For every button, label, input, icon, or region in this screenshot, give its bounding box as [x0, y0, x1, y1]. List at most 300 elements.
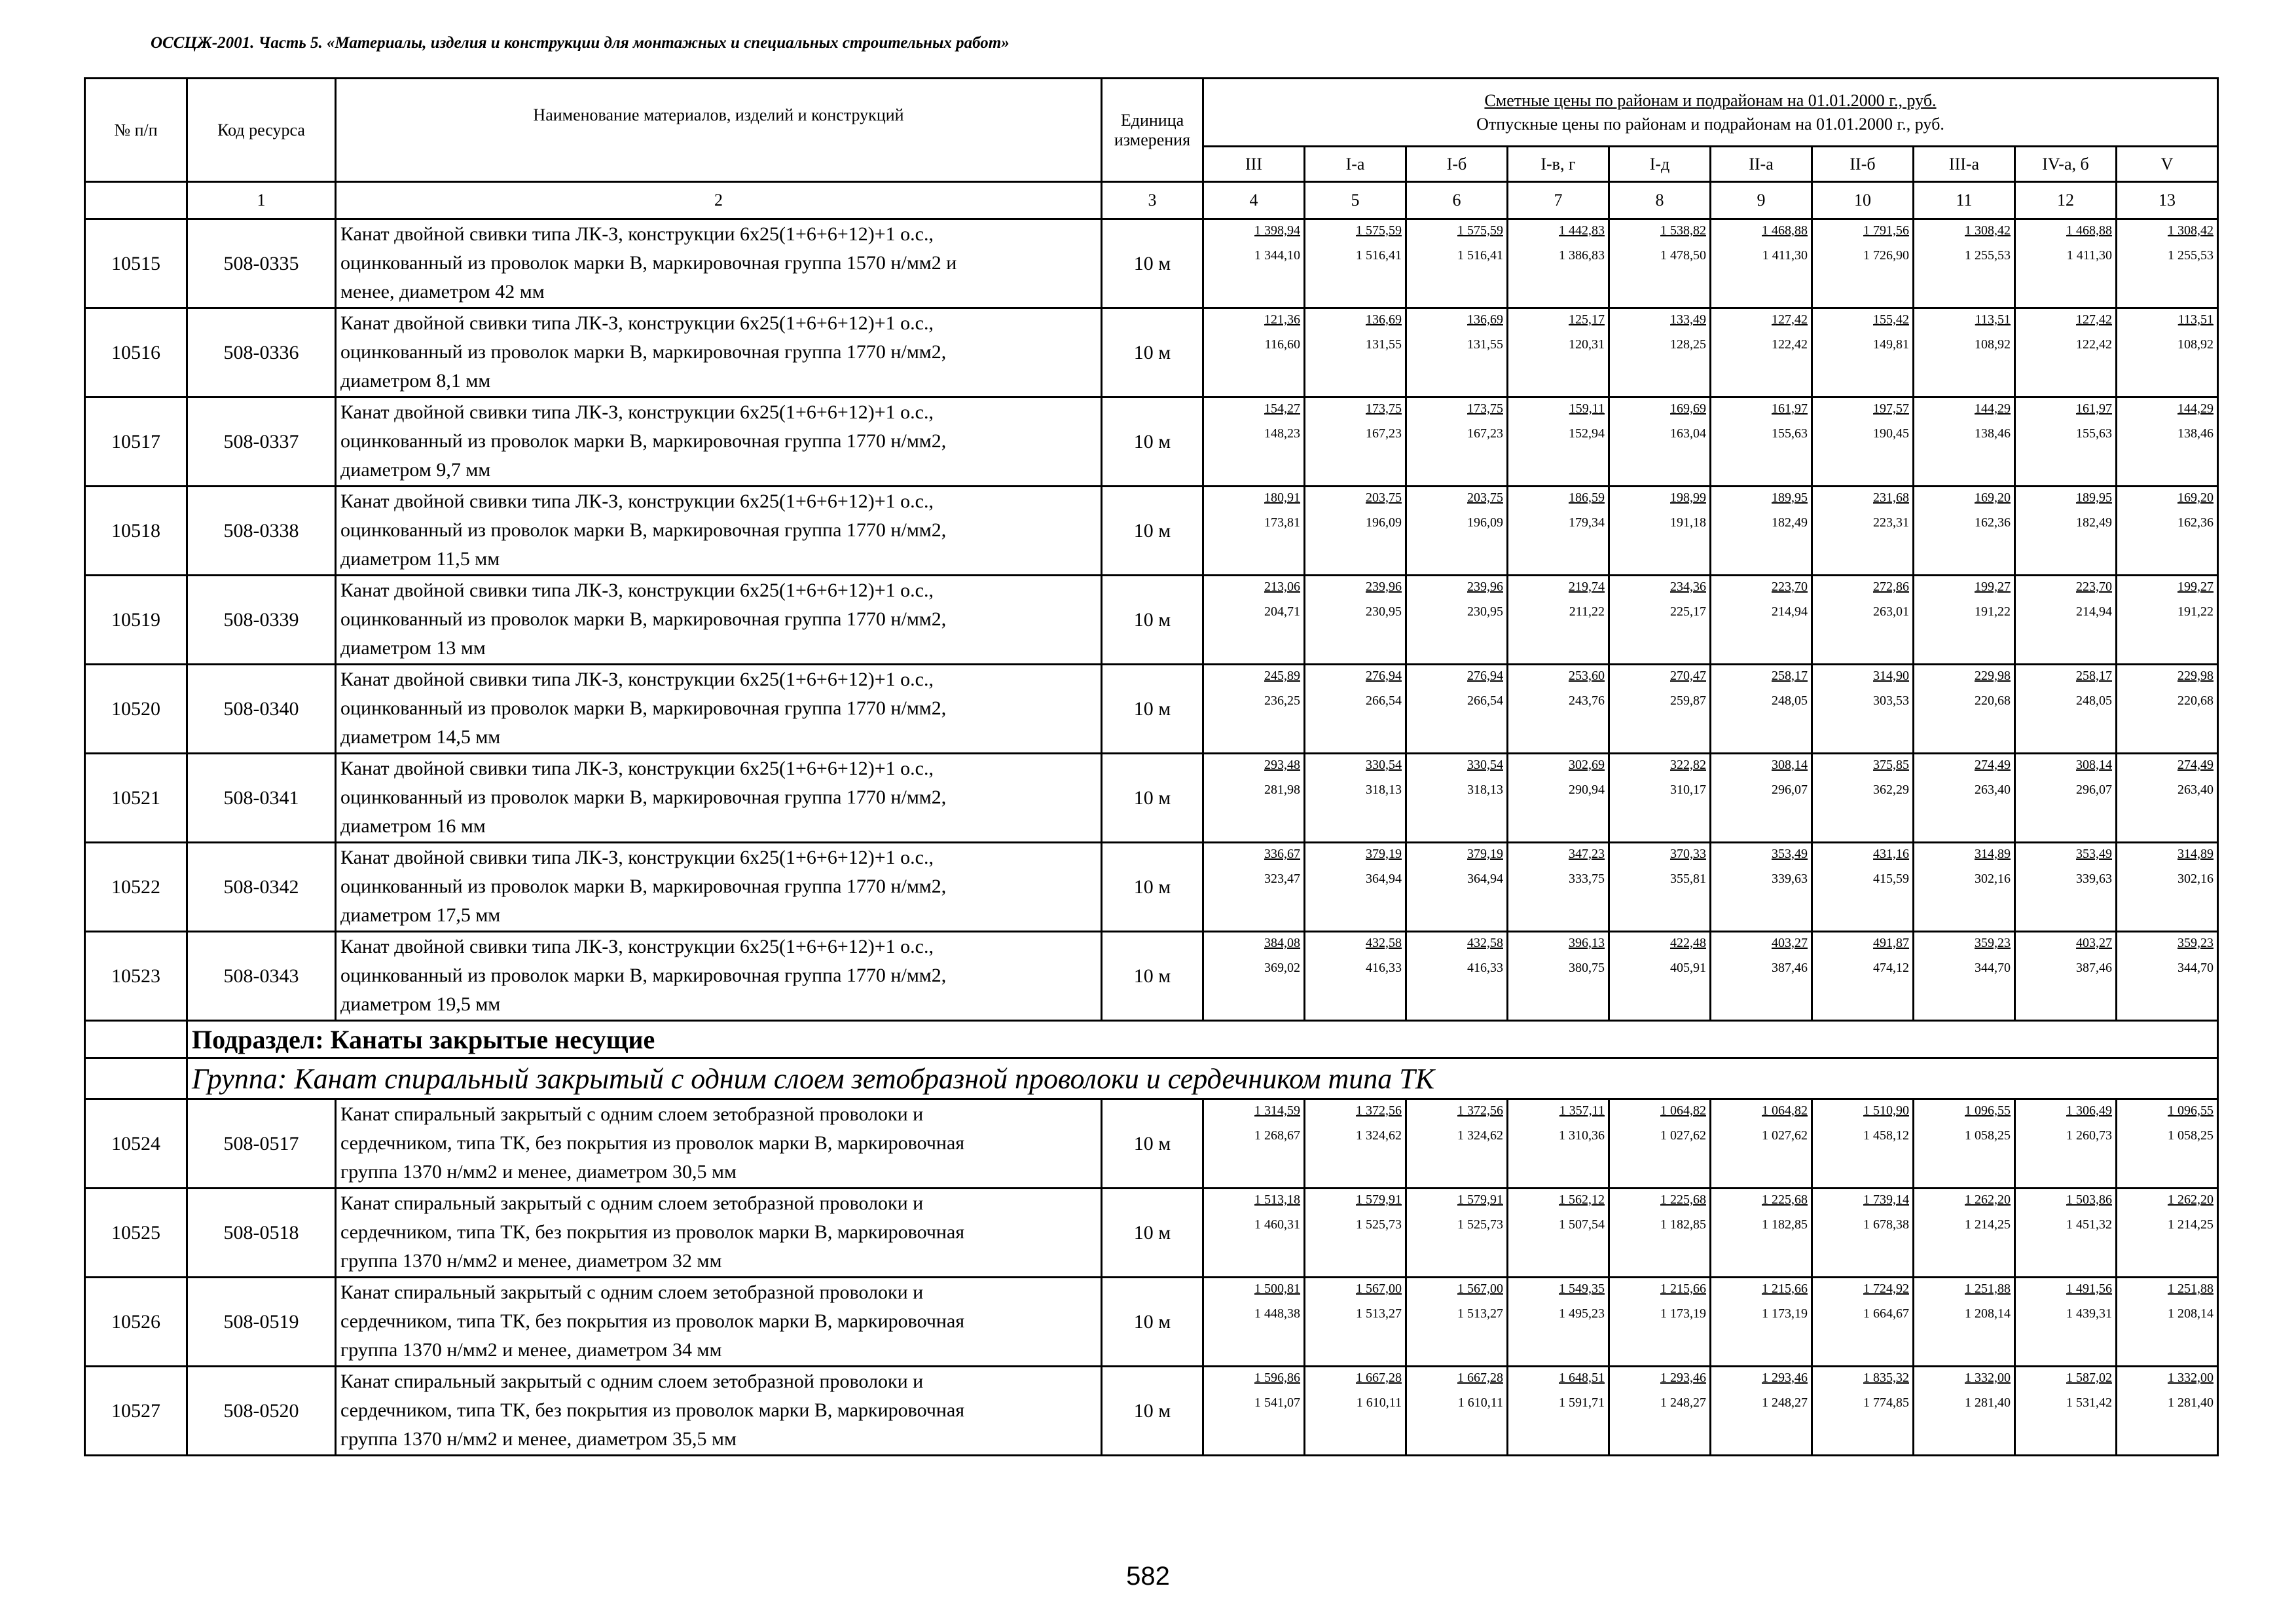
estimate-price: 1 667,28: [1356, 1371, 1402, 1385]
estimate-price: 113,51: [1975, 312, 2011, 327]
estimate-price: 229,98: [2178, 669, 2214, 683]
release-price: 1 726,90: [1863, 248, 1909, 263]
price-cell: [2117, 1278, 2218, 1367]
price-cell: [1203, 1367, 1305, 1456]
release-price: 122,42: [1772, 337, 1808, 352]
estimate-price: 322,82: [1670, 758, 1706, 772]
estimate-price: 1 575,59: [1356, 223, 1402, 238]
release-price: 259,87: [1670, 693, 1706, 708]
estimate-price: 127,42: [1772, 312, 1808, 327]
estimate-price: 186,59: [1569, 490, 1605, 505]
price-cell: [1508, 932, 1609, 1021]
item-description: [336, 308, 1102, 397]
price-cell: [1406, 754, 1508, 843]
release-price: 1 531,42: [2066, 1395, 2112, 1410]
estimate-price: 113,51: [2178, 312, 2214, 327]
price-cell: [1406, 1189, 1508, 1278]
release-price: 1 173,19: [1762, 1306, 1808, 1321]
table-row: [85, 843, 2218, 932]
estimate-price: 1 096,55: [1965, 1103, 2011, 1118]
subsection-title: Подраздел: Канаты закрытые несущие: [187, 1021, 1203, 1058]
release-price: 138,46: [1975, 426, 2011, 441]
unit: 10 м: [1102, 576, 1203, 665]
region-header: III: [1203, 147, 1305, 182]
release-price: 1 439,31: [2066, 1306, 2112, 1321]
description-line: Канат двойной свивки типа ЛК-З, конструкции 6х25(1+6+6+12)+1 о.с.,: [340, 580, 934, 601]
release-price: 302,16: [2178, 872, 2214, 886]
price-cell: [1812, 308, 1914, 397]
release-price: 1 411,30: [1762, 248, 1808, 263]
price-cell: [1406, 308, 1508, 397]
table-row: [85, 397, 2218, 487]
header-unit: Единица измерения: [1102, 79, 1203, 182]
estimate-price: 276,94: [1467, 669, 1503, 683]
estimate-price: 1 357,11: [1559, 1103, 1605, 1118]
price-cell: [1203, 1099, 1305, 1189]
release-price: 1 591,71: [1559, 1395, 1605, 1410]
release-price: 362,29: [1873, 783, 1909, 797]
price-cell: [2117, 576, 2218, 665]
estimate-price: 169,69: [1670, 401, 1706, 416]
price-cell: [1508, 1099, 1609, 1189]
resource-code: 508-0337: [187, 397, 336, 487]
estimate-price: 1 225,68: [1762, 1192, 1808, 1207]
group-title: Группа: Канат спиральный закрытый с одним слоем зетобразной проволоки и сердечником типа ТК: [187, 1058, 2218, 1099]
release-price: 211,22: [1569, 604, 1605, 619]
table-row: [85, 932, 2218, 1021]
release-price: 1 255,53: [2168, 248, 2214, 263]
resource-code: 508-0335: [187, 219, 336, 308]
estimate-price: 169,20: [2178, 490, 2214, 505]
column-number: 4: [1203, 182, 1305, 219]
release-price: 364,94: [1467, 872, 1503, 886]
release-price: 108,92: [1975, 337, 2011, 352]
estimate-price: 199,27: [2178, 580, 2214, 594]
estimate-price: 223,70: [1772, 580, 1808, 594]
price-cell: [1609, 487, 1711, 576]
release-price: 416,33: [1467, 961, 1503, 975]
price-cell: [1812, 1189, 1914, 1278]
price-cell: [1812, 843, 1914, 932]
price-cell: [1508, 576, 1609, 665]
estimate-price: 219,74: [1569, 580, 1605, 594]
release-price: 302,16: [1975, 872, 2011, 886]
price-cell: [1305, 1278, 1406, 1367]
description-line: диаметром 19,5 мм: [340, 993, 501, 1015]
description-line: оцинкованный из проволок марки В, маркировочная группа 1770 н/мм2,: [340, 876, 947, 897]
release-price: 1 281,40: [1965, 1395, 2011, 1410]
region-header: I-а: [1305, 147, 1406, 182]
price-cell: [1914, 754, 2015, 843]
estimate-price: 359,23: [1975, 936, 2011, 950]
estimate-price: 144,29: [1975, 401, 2011, 416]
release-price: 162,36: [1975, 515, 2011, 530]
release-price: 387,46: [2076, 961, 2112, 975]
description-line: диаметром 11,5 мм: [340, 548, 500, 570]
row-number: 10515: [85, 219, 187, 308]
description-line: оцинкованный из проволок марки В, маркировочная группа 1570 н/мм2 и: [340, 252, 957, 274]
price-cell: [2117, 843, 2218, 932]
item-description: [336, 843, 1102, 932]
price-cell: [2015, 932, 2117, 1021]
price-cell: [2015, 754, 2117, 843]
estimate-price: 1 306,49: [2066, 1103, 2112, 1118]
estimate-price: 1 739,14: [1863, 1192, 1909, 1207]
price-cell: [1609, 754, 1711, 843]
price-cell: [1711, 754, 1812, 843]
description-line: оцинкованный из проволок марки В, маркировочная группа 1770 н/мм2,: [340, 965, 947, 986]
resource-code: 508-0343: [187, 932, 336, 1021]
column-number: 6: [1406, 182, 1508, 219]
price-cell: [1508, 219, 1609, 308]
price-cell: [1711, 932, 1812, 1021]
unit: 10 м: [1102, 1189, 1203, 1278]
price-cell: [2015, 487, 2117, 576]
unit: 10 м: [1102, 1099, 1203, 1189]
price-cell: [2117, 754, 2218, 843]
price-cell: [1812, 219, 1914, 308]
price-cell: [1508, 754, 1609, 843]
estimate-price: 379,19: [1467, 847, 1503, 861]
estimate-price: 1 468,88: [1762, 223, 1808, 238]
estimate-price: 396,13: [1569, 936, 1605, 950]
estimate-price: 136,69: [1366, 312, 1402, 327]
estimate-price: 161,97: [2076, 401, 2112, 416]
description-line: Канат спиральный закрытый с одним слоем зетобразной проволоки и: [340, 1282, 924, 1303]
estimate-price: 491,87: [1873, 936, 1909, 950]
price-cell: [1914, 1099, 2015, 1189]
price-cell: [1609, 1367, 1711, 1456]
column-number-blank: [85, 182, 187, 219]
unit: 10 м: [1102, 932, 1203, 1021]
item-description: [336, 754, 1102, 843]
estimate-price: 353,49: [2076, 847, 2112, 861]
price-cell: [1609, 219, 1711, 308]
price-cell: [1711, 1367, 1812, 1456]
estimate-price: 314,90: [1873, 669, 1909, 683]
release-price: 230,95: [1366, 604, 1402, 619]
estimate-price: 359,23: [2178, 936, 2214, 950]
estimate-price: 1 372,56: [1457, 1103, 1503, 1118]
description-line: оцинкованный из проволок марки В, маркировочная группа 1770 н/мм2,: [340, 519, 947, 541]
description-line: Канат двойной свивки типа ЛК-З, конструкции 6х25(1+6+6+12)+1 о.с.,: [340, 490, 934, 512]
price-cell: [2117, 487, 2218, 576]
price-cell: [1203, 397, 1305, 487]
region-header: II-а: [1711, 147, 1812, 182]
estimate-price: 159,11: [1569, 401, 1605, 416]
price-cell: [1508, 665, 1609, 754]
release-price: 108,92: [2178, 337, 2214, 352]
description-line: группа 1370 н/мм2 и менее, диаметром 30,5 мм: [340, 1161, 737, 1183]
price-table: [84, 77, 2219, 1456]
estimate-price: 1 064,82: [1762, 1103, 1808, 1118]
unit: 10 м: [1102, 665, 1203, 754]
price-cell: [1305, 397, 1406, 487]
estimate-price: 154,27: [1264, 401, 1300, 416]
description-line: диаметром 16 мм: [340, 815, 486, 837]
release-price: 149,81: [1873, 337, 1909, 352]
release-price: 281,98: [1264, 783, 1300, 797]
price-cell: [1508, 1189, 1609, 1278]
price-cell: [1406, 665, 1508, 754]
price-cell: [1406, 576, 1508, 665]
estimate-price: 1 096,55: [2168, 1103, 2214, 1118]
release-price: 223,31: [1873, 515, 1909, 530]
estimate-price: 133,49: [1670, 312, 1706, 327]
release-price: 248,05: [2076, 693, 2112, 708]
description-line: Канат двойной свивки типа ЛК-З, конструкции 6х25(1+6+6+12)+1 о.с.,: [340, 312, 934, 334]
price-cell: [1914, 487, 2015, 576]
row-number: 10526: [85, 1278, 187, 1367]
description-line: оцинкованный из проволок марки В, маркировочная группа 1770 н/мм2,: [340, 786, 947, 808]
estimate-price: 258,17: [1772, 669, 1808, 683]
estimate-price: 245,89: [1264, 669, 1300, 683]
release-price: 1 173,19: [1660, 1306, 1706, 1321]
resource-code: 508-0341: [187, 754, 336, 843]
estimate-price: 223,70: [2076, 580, 2112, 594]
price-cell: [1914, 1278, 2015, 1367]
header-prices-release: Отпускные цены по районам и подрайонам на 01.01.2000 г., руб.: [1476, 114, 1944, 134]
release-price: 339,63: [2076, 872, 2112, 886]
price-cell: [1609, 1278, 1711, 1367]
price-cell: [2117, 1099, 2218, 1189]
estimate-price: 258,17: [2076, 669, 2112, 683]
estimate-price: 173,75: [1366, 401, 1402, 416]
row-number: 10517: [85, 397, 187, 487]
estimate-price: 1 648,51: [1559, 1371, 1605, 1385]
release-price: 196,09: [1467, 515, 1503, 530]
release-price: 204,71: [1264, 604, 1300, 619]
release-price: 163,04: [1670, 426, 1706, 441]
description-line: сердечником, типа ТК, без покрытия из проволок марки В, маркировочная: [340, 1399, 965, 1421]
release-price: 1 411,30: [2066, 248, 2112, 263]
release-price: 263,40: [1975, 783, 2011, 797]
estimate-price: 231,68: [1873, 490, 1909, 505]
price-cell: [1711, 1278, 1812, 1367]
estimate-price: 121,36: [1264, 312, 1300, 327]
price-cell: [1711, 1189, 1812, 1278]
release-price: 323,47: [1264, 872, 1300, 886]
estimate-price: 1 398,94: [1254, 223, 1300, 238]
estimate-price: 144,29: [2178, 401, 2214, 416]
price-cell: [1203, 1189, 1305, 1278]
estimate-price: 1 791,56: [1863, 223, 1909, 238]
release-price: 1 610,11: [1356, 1395, 1402, 1410]
unit: 10 м: [1102, 754, 1203, 843]
estimate-price: 1 491,56: [2066, 1282, 2112, 1296]
price-cell: [1406, 1367, 1508, 1456]
resource-code: 508-0520: [187, 1367, 336, 1456]
unit: 10 м: [1102, 487, 1203, 576]
release-price: 120,31: [1569, 337, 1605, 352]
estimate-price: 370,33: [1670, 847, 1706, 861]
estimate-price: 1 251,88: [1965, 1282, 2011, 1296]
price-cell: [1305, 754, 1406, 843]
estimate-price: 1 372,56: [1356, 1103, 1402, 1118]
release-price: 182,49: [1772, 515, 1808, 530]
row-number: 10521: [85, 754, 187, 843]
price-cell: [1203, 219, 1305, 308]
price-cell: [2117, 932, 2218, 1021]
subsection-row: [85, 1021, 2218, 1058]
estimate-price: 330,54: [1366, 758, 1402, 772]
description-line: оцинкованный из проволок марки В, маркировочная группа 1770 н/мм2,: [340, 697, 947, 719]
price-cell: [1609, 843, 1711, 932]
release-price: 1 255,53: [1965, 248, 2011, 263]
description-line: оцинкованный из проволок марки В, маркировочная группа 1770 н/мм2,: [340, 608, 947, 630]
release-price: 1 525,73: [1356, 1217, 1402, 1232]
estimate-price: 155,42: [1873, 312, 1909, 327]
column-number: 5: [1305, 182, 1406, 219]
release-price: 405,91: [1670, 961, 1706, 975]
estimate-price: 422,48: [1670, 936, 1706, 950]
estimate-price: 203,75: [1467, 490, 1503, 505]
estimate-price: 1 308,42: [2168, 223, 2214, 238]
description-line: Канат двойной свивки типа ЛК-З, конструкции 6х25(1+6+6+12)+1 о.с.,: [340, 936, 934, 957]
release-price: 1 268,67: [1254, 1128, 1300, 1143]
price-cell: [1305, 1367, 1406, 1456]
table-row: [85, 219, 2218, 308]
description-line: сердечником, типа ТК, без покрытия из проволок марки В, маркировочная: [340, 1132, 965, 1154]
price-cell: [2117, 1367, 2218, 1456]
release-price: 266,54: [1366, 693, 1402, 708]
price-cell: [1508, 308, 1609, 397]
estimate-price: 403,27: [2076, 936, 2112, 950]
price-cell: [1812, 1278, 1914, 1367]
release-price: 318,13: [1366, 783, 1402, 797]
release-price: 369,02: [1264, 961, 1300, 975]
estimate-price: 1 667,28: [1457, 1371, 1503, 1385]
release-price: 1 058,25: [2168, 1128, 2214, 1143]
price-cell: [1711, 665, 1812, 754]
estimate-price: 431,16: [1873, 847, 1909, 861]
release-price: 214,94: [1772, 604, 1808, 619]
description-line: диаметром 8,1 мм: [340, 370, 491, 392]
release-price: 318,13: [1467, 783, 1503, 797]
release-price: 1 260,73: [2066, 1128, 2112, 1143]
header-num: № п/п: [85, 79, 187, 182]
price-cell: [1203, 932, 1305, 1021]
row-number: 10520: [85, 665, 187, 754]
estimate-price: 127,42: [2076, 312, 2112, 327]
estimate-price: 1 562,12: [1559, 1192, 1605, 1207]
row-number: 10527: [85, 1367, 187, 1456]
release-price: 1 214,25: [1965, 1217, 2011, 1232]
price-cell: [1711, 576, 1812, 665]
release-price: 1 541,07: [1254, 1395, 1300, 1410]
estimate-price: 1 549,35: [1559, 1282, 1605, 1296]
column-number-row: [85, 182, 2218, 219]
estimate-price: 274,49: [2178, 758, 2214, 772]
estimate-price: 308,14: [2076, 758, 2112, 772]
price-cell: [2117, 397, 2218, 487]
price-cell: [1305, 219, 1406, 308]
resource-code: 508-0342: [187, 843, 336, 932]
region-header: I-д: [1609, 147, 1711, 182]
release-price: 182,49: [2076, 515, 2112, 530]
release-price: 263,40: [2178, 783, 2214, 797]
estimate-price: 1 262,20: [1965, 1192, 2011, 1207]
item-description: [336, 487, 1102, 576]
price-cell: [2015, 1099, 2117, 1189]
estimate-price: 1 567,00: [1356, 1282, 1402, 1296]
price-cell: [1508, 843, 1609, 932]
release-price: 128,25: [1670, 337, 1706, 352]
release-price: 191,22: [1975, 604, 2011, 619]
description-line: диаметром 14,5 мм: [340, 726, 501, 748]
estimate-price: 1 596,86: [1254, 1371, 1300, 1385]
resource-code: 508-0517: [187, 1099, 336, 1189]
description-line: менее, диаметром 42 мм: [340, 281, 545, 303]
unit: 10 м: [1102, 397, 1203, 487]
item-description: [336, 932, 1102, 1021]
table-row: [85, 576, 2218, 665]
release-price: 225,17: [1670, 604, 1706, 619]
price-cell: [1914, 1189, 2015, 1278]
resource-code: 508-0336: [187, 308, 336, 397]
row-number: 10524: [85, 1099, 187, 1189]
item-description: [336, 397, 1102, 487]
estimate-price: 203,75: [1366, 490, 1402, 505]
estimate-price: 353,49: [1772, 847, 1808, 861]
release-price: 131,55: [1366, 337, 1402, 352]
description-line: диаметром 9,7 мм: [340, 459, 491, 481]
price-cell: [1305, 665, 1406, 754]
release-price: 173,81: [1264, 515, 1300, 530]
release-price: 1 344,10: [1254, 248, 1300, 263]
price-cell: [1203, 308, 1305, 397]
estimate-price: 1 724,92: [1863, 1282, 1909, 1296]
release-price: 191,22: [2178, 604, 2214, 619]
release-price: 1 214,25: [2168, 1217, 2214, 1232]
price-cell: [1812, 397, 1914, 487]
release-price: 1 664,67: [1863, 1306, 1909, 1321]
description-line: группа 1370 н/мм2 и менее, диаметром 35,5 мм: [340, 1428, 737, 1450]
description-line: Канат двойной свивки типа ЛК-З, конструкции 6х25(1+6+6+12)+1 о.с.,: [340, 758, 934, 779]
price-cell: [2015, 665, 2117, 754]
resource-code: 508-0518: [187, 1189, 336, 1278]
price-cell: [1914, 665, 2015, 754]
price-cell: [1711, 308, 1812, 397]
description-line: сердечником, типа ТК, без покрытия из проволок марки В, маркировочная: [340, 1310, 965, 1332]
price-cell: [1305, 308, 1406, 397]
price-cell: [1406, 219, 1508, 308]
release-price: 196,09: [1366, 515, 1402, 530]
price-cell: [2117, 665, 2218, 754]
price-cell: [1812, 1099, 1914, 1189]
release-price: 1 310,36: [1559, 1128, 1605, 1143]
price-cell: [1305, 576, 1406, 665]
release-price: 344,70: [1975, 961, 2011, 975]
price-cell: [1305, 1099, 1406, 1189]
release-price: 1 478,50: [1660, 248, 1706, 263]
item-description: [336, 1278, 1102, 1367]
estimate-price: 161,97: [1772, 401, 1808, 416]
description-line: сердечником, типа ТК, без покрытия из проволок марки В, маркировочная: [340, 1221, 965, 1243]
release-price: 1 525,73: [1457, 1217, 1503, 1232]
estimate-price: 189,95: [1772, 490, 1808, 505]
release-price: 155,63: [1772, 426, 1808, 441]
price-cell: [1711, 487, 1812, 576]
group-row: [85, 1058, 2218, 1099]
price-cell: [2117, 219, 2218, 308]
price-cell: [1812, 576, 1914, 665]
price-cell: [2015, 576, 2117, 665]
estimate-price: 432,58: [1467, 936, 1503, 950]
release-price: 190,45: [1873, 426, 1909, 441]
price-cell: [1305, 843, 1406, 932]
price-cell: [1508, 397, 1609, 487]
